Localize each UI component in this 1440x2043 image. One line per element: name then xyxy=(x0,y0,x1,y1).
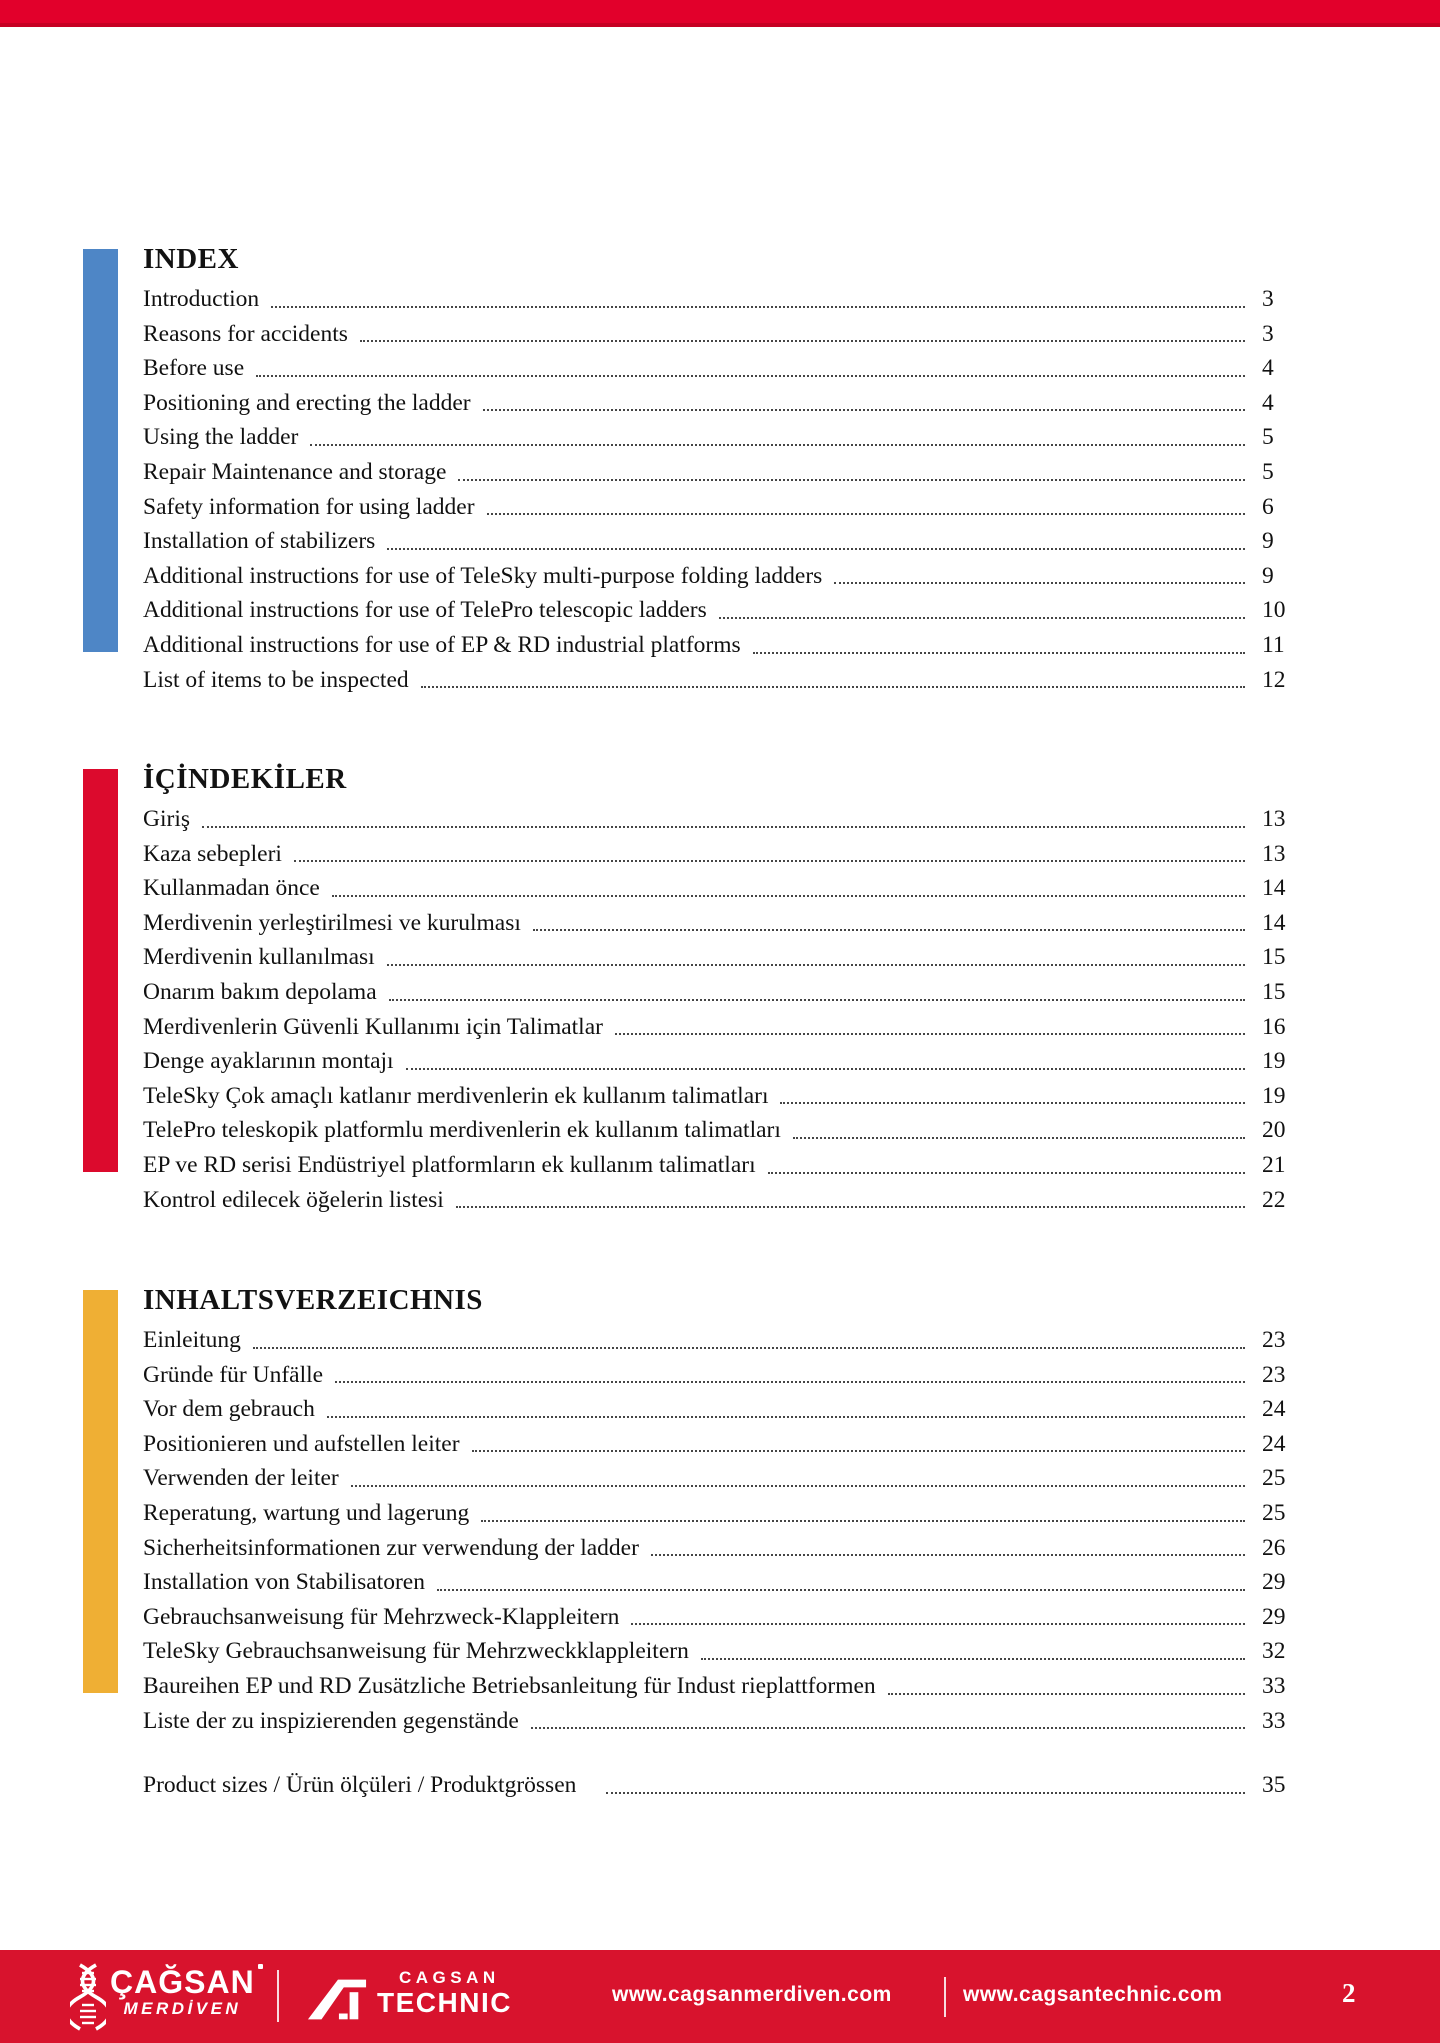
toc-entry-page: 9 xyxy=(1262,528,1274,555)
toc-entry xyxy=(143,1044,1300,1079)
toc-entry-label: Additional instructions for use of TelePro telescopic ladders xyxy=(143,597,707,624)
toc-entry-label: TeleSky Gebrauchsanweisung für Mehrzweckklappleitern xyxy=(143,1638,689,1665)
toc-entry xyxy=(143,1704,1300,1739)
toc-entry-page: 4 xyxy=(1262,355,1274,382)
toc-entry-label: Introduction xyxy=(143,286,260,312)
toc-entry xyxy=(143,420,1300,455)
toc-entry-label: Einleitung xyxy=(143,1327,241,1353)
dotted-leader xyxy=(360,340,1245,342)
dotted-leader xyxy=(332,895,1245,897)
toc-entry xyxy=(143,628,1300,663)
dotted-leader xyxy=(888,1693,1245,1695)
section-index-turkish xyxy=(83,761,1300,1217)
toc-entry-page: 4 xyxy=(1262,389,1274,416)
toc-entry-page: 29 xyxy=(1262,1603,1286,1630)
toc-entry-label: Installation of stabilizers xyxy=(143,528,376,555)
page-number: 2 xyxy=(1342,1978,1356,2008)
toc-entry-page: 23 xyxy=(1262,1327,1286,1353)
dotted-leader xyxy=(719,617,1245,619)
dotted-leader xyxy=(437,1589,1245,1591)
toc-entry-page: 3 xyxy=(1262,320,1274,347)
toc-entry xyxy=(143,1323,1300,1358)
toc-entry-label: Additional instructions for use of EP & RD industrial platforms xyxy=(143,631,741,658)
toc-entry xyxy=(143,663,1300,698)
toc-entry-page: 6 xyxy=(1262,493,1274,520)
dotted-leader xyxy=(481,1520,1245,1522)
dotted-leader xyxy=(483,409,1245,411)
toc-entry-label: Using the ladder xyxy=(143,424,299,451)
toc-entry-page: 5 xyxy=(1262,458,1274,485)
section-accent-bar-blue xyxy=(83,249,118,652)
toc-entry xyxy=(143,351,1300,386)
dotted-leader xyxy=(202,826,1245,828)
toc-entry-page: 14 xyxy=(1262,875,1286,902)
toc-entry xyxy=(143,1079,1300,1114)
toc-entry-page: 22 xyxy=(1262,1186,1286,1213)
toc-entry xyxy=(143,837,1300,872)
product-sizes-entry xyxy=(143,1768,1300,1803)
toc-entry xyxy=(143,1183,1300,1218)
toc-entry-page: 13 xyxy=(1262,840,1286,867)
toc-entry-page: 10 xyxy=(1262,597,1286,624)
dotted-leader xyxy=(387,548,1245,550)
dotted-leader xyxy=(389,999,1245,1001)
toc-list xyxy=(143,802,1300,1217)
toc-entry xyxy=(143,490,1300,525)
toc-entry xyxy=(143,1634,1300,1669)
toc-entry xyxy=(143,1565,1300,1600)
brand-name: ÇAĞSAN xyxy=(110,1966,255,1998)
toc-entry xyxy=(143,1010,1300,1045)
toc-entry-label: Verwenden der leiter xyxy=(143,1465,339,1492)
toc-entry xyxy=(143,593,1300,628)
toc-entry-page: 19 xyxy=(1262,1082,1286,1109)
toc-list xyxy=(143,282,1300,697)
toc-entry-page: 23 xyxy=(1262,1361,1286,1388)
dotted-leader xyxy=(406,1068,1245,1070)
toc-entry xyxy=(143,559,1300,594)
footer-divider xyxy=(944,1977,946,2017)
dotted-leader xyxy=(256,375,1245,377)
toc-entry xyxy=(143,940,1300,975)
cagsan-technic-logo xyxy=(377,1968,512,2018)
toc-entry-page: 12 xyxy=(1262,666,1286,693)
toc-entry-page: 25 xyxy=(1262,1499,1286,1526)
toc-entry-label: Additional instructions for use of TeleSky multi-purpose folding ladders xyxy=(143,562,823,589)
toc-entry xyxy=(143,802,1300,837)
toc-entry xyxy=(143,282,1300,317)
toc-entry xyxy=(143,1600,1300,1635)
dotted-leader xyxy=(615,1033,1245,1035)
brand-subtitle: MERDİVEN xyxy=(123,1999,242,2018)
dotted-leader xyxy=(387,964,1245,966)
toc-entry xyxy=(143,871,1300,906)
dotted-leader xyxy=(768,1172,1245,1174)
toc-entry-page: 20 xyxy=(1262,1117,1286,1144)
dotted-leader xyxy=(793,1137,1245,1139)
toc-entry xyxy=(143,386,1300,421)
product-sizes-page: 35 xyxy=(1262,1772,1286,1798)
toc-entry-label: Merdivenin kullanılması xyxy=(143,944,375,971)
toc-entry xyxy=(143,975,1300,1010)
toc-entry-label: TeleSky Çok amaçlı katlanır merdivenlerin ek kullanım talimatları xyxy=(143,1082,769,1109)
toc-entry-label: Giriş xyxy=(143,806,190,832)
toc-entry-page: 15 xyxy=(1262,978,1286,1005)
dotted-leader xyxy=(531,1727,1245,1729)
toc-entry-label: Positioning and erecting the ladder xyxy=(143,389,471,416)
brand-name: CAGSAN xyxy=(399,1968,500,1987)
toc-entry-label: Vor dem gebrauch xyxy=(143,1396,315,1423)
toc-entry xyxy=(143,1358,1300,1393)
toc-entry-label: Sicherheitsinformationen zur verwendung der ladder xyxy=(143,1534,639,1561)
toc-entry-label: Safety information for using ladder xyxy=(143,493,475,520)
toc-entry-label: Kontrol edilecek öğelerin listesi xyxy=(143,1186,444,1213)
toc-entry-page: 25 xyxy=(1262,1465,1286,1492)
footer-red-band xyxy=(0,1950,1440,2043)
dotted-leader xyxy=(753,652,1245,654)
toc-entry-label: Reasons for accidents xyxy=(143,320,348,347)
toc-entry-page: 21 xyxy=(1262,1151,1286,1178)
toc-entry-page: 5 xyxy=(1262,424,1274,451)
toc-entry xyxy=(143,1496,1300,1531)
toc-entry-page: 24 xyxy=(1262,1430,1286,1457)
dotted-leader xyxy=(271,306,1245,308)
footer-url-technic: www.cagsantechnic.com xyxy=(963,1983,1223,2006)
section-title: INHALTSVERZEICHNIS xyxy=(143,1284,483,1316)
toc-entry-label: Baureihen EP und RD Zusätzliche Betriebsanleitung für Indust rieplattformen xyxy=(143,1672,876,1699)
dotted-leader xyxy=(458,479,1245,481)
dotted-leader xyxy=(606,1792,1245,1794)
toc-entry xyxy=(143,317,1300,352)
brand-subtitle: TECHNIC xyxy=(377,1987,512,2018)
toc-entry xyxy=(143,455,1300,490)
section-accent-bar-red xyxy=(83,769,118,1172)
dotted-leader xyxy=(701,1658,1245,1660)
product-sizes-label: Product sizes / Ürün ölçüleri / Produktgrössen xyxy=(143,1772,577,1798)
toc-entry-label: Positionieren und aufstellen leiter xyxy=(143,1430,460,1457)
dotted-leader xyxy=(310,444,1245,446)
toc-entry xyxy=(143,1669,1300,1704)
toc-entry-page: 19 xyxy=(1262,1048,1286,1075)
toc-entry-page: 29 xyxy=(1262,1569,1286,1596)
dotted-leader xyxy=(327,1416,1245,1418)
toc-entry-page: 9 xyxy=(1262,562,1274,589)
section-accent-bar-yellow xyxy=(83,1290,118,1693)
toc-entry-label: List of items to be inspected xyxy=(143,666,409,693)
dotted-leader xyxy=(472,1450,1245,1452)
dotted-leader xyxy=(651,1554,1245,1556)
toc-entry-label: Kullanmadan önce xyxy=(143,875,320,902)
toc-entry-page: 16 xyxy=(1262,1013,1286,1040)
toc-entry-label: TelePro teleskopik platformlu merdivenlerin ek kullanım talimatları xyxy=(143,1117,781,1144)
toc-entry-label: EP ve RD serisi Endüstriyel platformların ek kullanım talimatları xyxy=(143,1151,756,1178)
toc-entry-label: Reperatung, wartung und lagerung xyxy=(143,1499,470,1526)
toc-entry xyxy=(143,1427,1300,1462)
toc-entry-label: Kaza sebepleri xyxy=(143,840,282,867)
toc-entry-page: 14 xyxy=(1262,909,1286,936)
section-index-german xyxy=(83,1282,1300,1738)
dotted-leader xyxy=(780,1102,1245,1104)
toc-entry-label: Gebrauchsanweisung für Mehrzweck-Klappleitern xyxy=(143,1603,620,1630)
section-title: İÇİNDEKİLER xyxy=(143,763,347,795)
toc-entry-label: Repair Maintenance and storage xyxy=(143,458,447,485)
toc-entry-label: Liste der zu inspizierenden gegenstände xyxy=(143,1707,519,1734)
section-title: INDEX xyxy=(143,243,239,275)
toc-entry-page: 24 xyxy=(1262,1396,1286,1423)
toc-entry xyxy=(143,1392,1300,1427)
toc-entry xyxy=(143,1113,1300,1148)
toc-entry-label: Before use xyxy=(143,355,245,382)
dotted-leader xyxy=(631,1623,1245,1625)
dna-ladder-helix-icon xyxy=(70,1962,106,2037)
toc-entry xyxy=(143,906,1300,941)
toc-entry-page: 33 xyxy=(1262,1707,1286,1734)
dotted-leader xyxy=(456,1206,1245,1208)
toc-entry-page: 15 xyxy=(1262,944,1286,971)
toc-entry-page: 3 xyxy=(1262,286,1274,312)
toc-entry-label: Gründe für Unfälle xyxy=(143,1361,324,1388)
top-red-band xyxy=(0,0,1440,27)
cagsan-merdiven-logo xyxy=(110,1966,255,2020)
toc-entry-page: 26 xyxy=(1262,1534,1286,1561)
dotted-leader xyxy=(351,1485,1245,1487)
dotted-leader xyxy=(294,860,1245,862)
toc-entry-label: Installation von Stabilisatoren xyxy=(143,1569,425,1596)
toc-entry-page: 11 xyxy=(1262,631,1285,658)
toc-entry xyxy=(143,1148,1300,1183)
dotted-leader xyxy=(533,929,1245,931)
dotted-leader xyxy=(834,582,1245,584)
dotted-leader xyxy=(253,1347,1245,1349)
technic-mark-icon xyxy=(306,1974,368,2027)
toc-entry-page: 32 xyxy=(1262,1638,1286,1665)
trademark-dot xyxy=(258,1964,263,1969)
dotted-leader xyxy=(335,1381,1245,1383)
footer-divider xyxy=(277,1970,279,2022)
toc-entry xyxy=(143,1461,1300,1496)
toc-entry-label: Merdivenin yerleştirilmesi ve kurulması xyxy=(143,909,521,936)
footer-url-merdiven: www.cagsanmerdiven.com xyxy=(612,1983,892,2006)
toc-entry-page: 33 xyxy=(1262,1672,1286,1699)
toc-entry-label: Denge ayaklarının montajı xyxy=(143,1048,394,1075)
toc-entry-label: Merdivenlerin Güvenli Kullanımı için Talimatlar xyxy=(143,1013,603,1040)
toc-list xyxy=(143,1323,1300,1738)
toc-entry xyxy=(143,1531,1300,1566)
dotted-leader xyxy=(421,686,1245,688)
toc-entry-label: Onarım bakım depolama xyxy=(143,978,377,1005)
dotted-leader xyxy=(487,513,1245,515)
toc-entry-page: 13 xyxy=(1262,806,1286,832)
toc-entry xyxy=(143,524,1300,559)
section-index-english xyxy=(83,241,1300,697)
